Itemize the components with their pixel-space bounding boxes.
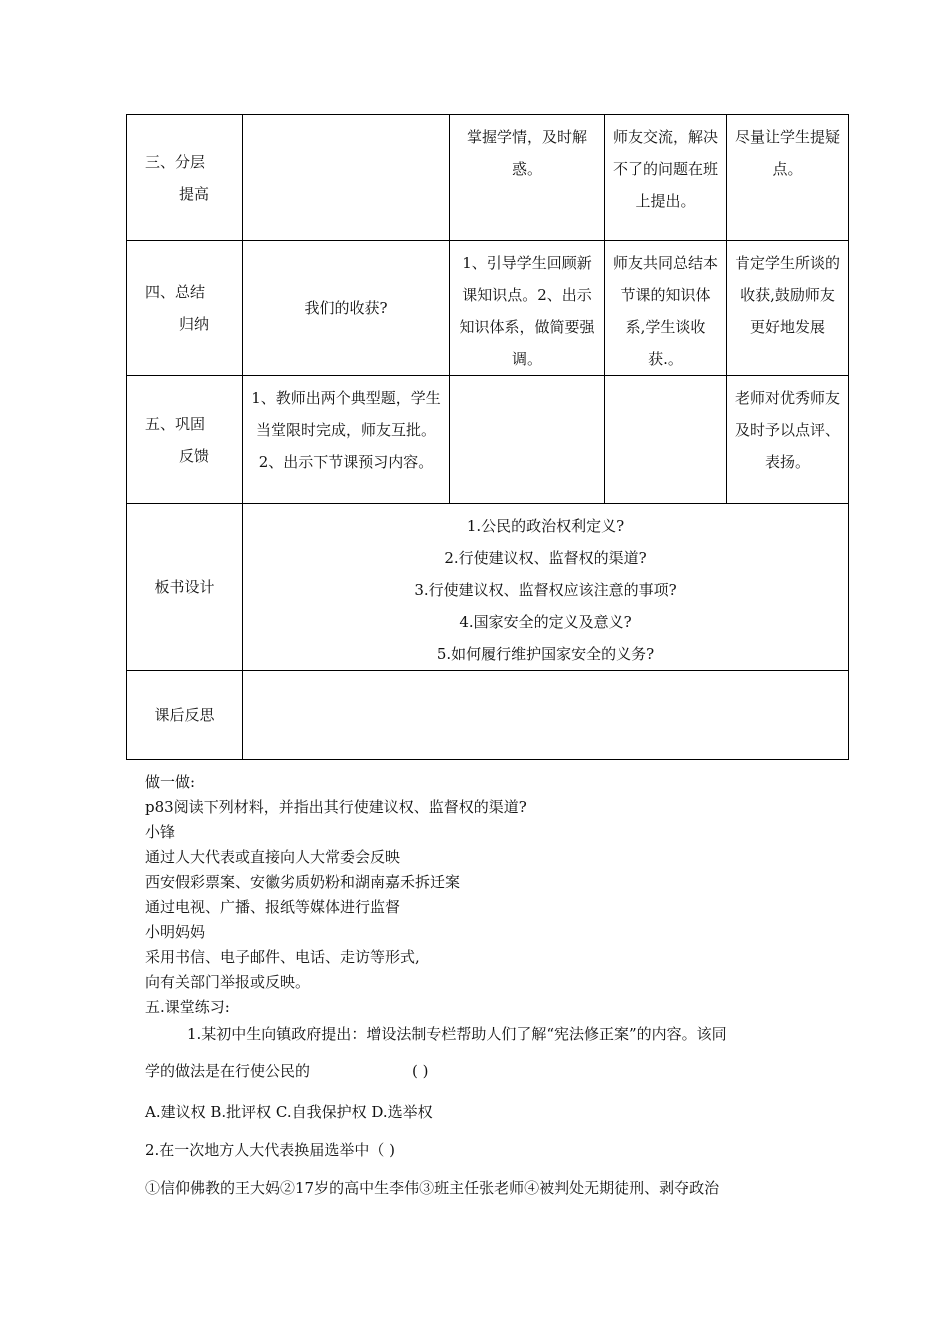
table-row-stage-4: [127, 241, 849, 376]
board-item: 3.行使建议权、监督权应该注意的事项?: [414, 581, 677, 599]
stage-label-line2: 反馈: [179, 446, 210, 465]
table-row-reflection: [127, 671, 849, 760]
activity-line: 通过人大代表或直接向人大常委会反映: [145, 848, 401, 866]
stage-label-line1: 三、分层: [145, 152, 206, 171]
stage-label-line1: 五、巩固: [145, 414, 206, 433]
activity-line: 采用书信、电子邮件、电话、走访等形式,: [145, 948, 420, 966]
reflection-content: [243, 671, 849, 760]
board-item: 1.公民的政治权利定义?: [466, 517, 625, 535]
exercise-heading: 五.课堂练习:: [145, 998, 230, 1016]
activity-section: [145, 770, 825, 1202]
board-content: [243, 504, 849, 671]
content-cell: 我们的收获?: [243, 241, 450, 376]
question-2-line2: ①信仰佛教的王大妈②17岁的高中生李伟③班主任张老师④被判处无期徒刑、剥夺政治: [145, 1179, 720, 1197]
board-item: 2.行使建议权、监督权的渠道?: [444, 549, 647, 567]
activity-line: 向有关部门举报或反映。: [145, 973, 311, 991]
exercise-section: [145, 1020, 825, 1202]
question-2-line1: 2.在一次地方人大代表换届选举中（ ): [145, 1141, 395, 1159]
question-1-line2: [145, 1056, 825, 1086]
reflection-label: 课后反思: [127, 671, 243, 760]
content-cell: [243, 115, 450, 241]
content-cell: 1、教师出两个典型题，学生当堂限时完成，师友互批。2、出示下节课预习内容。: [243, 376, 450, 504]
table-row-stage-3: [127, 115, 849, 241]
stage-cell: [127, 241, 243, 376]
table-row-stage-5: [127, 376, 849, 504]
stage-label-line2: 归纳: [179, 315, 210, 333]
stage-label-line2: 提高: [179, 184, 210, 203]
board-item: 5.如何履行维护国家安全的义务?: [436, 645, 655, 663]
intent-cell: 肯定学生所谈的收获,鼓励师友更好地发展: [727, 241, 849, 376]
board-label: 板书设计: [127, 504, 243, 671]
student-cell: [605, 376, 727, 504]
table-row-board: [127, 504, 849, 671]
question-1-stem: 学的做法是在行使公民的: [145, 1062, 311, 1080]
activity-line: 小锋: [145, 823, 176, 841]
answer-blank: ( ): [412, 1062, 429, 1080]
activity-heading: 做一做:: [145, 773, 196, 791]
teacher-cell: 掌握学情，及时解惑。: [450, 115, 605, 241]
student-cell: 师友共同总结本节课的知识体系,学生谈收获.。: [605, 241, 727, 376]
intent-cell: 老师对优秀师友及时予以点评、表扬。: [727, 376, 849, 504]
teacher-cell: 1、引导学生回顾新课知识点。2、出示知识体系，做简要强调。: [450, 241, 605, 376]
stage-cell: [127, 115, 243, 241]
question-1-options: A.建议权 B.批评权 C.自我保护权 D.选举权: [145, 1103, 433, 1121]
board-item: 4.国家安全的定义及意义?: [459, 613, 632, 631]
lesson-plan-table: [126, 114, 849, 760]
intent-cell: 尽量让学生提疑点。: [727, 115, 849, 241]
activity-line: 小明妈妈: [145, 923, 206, 941]
activity-line: p83阅读下列材料，并指出其行使建议权、监督权的渠道?: [145, 798, 527, 816]
stage-label-line1: 四、总结: [145, 283, 206, 301]
activity-line: 通过电视、广播、报纸等媒体进行监督: [145, 898, 401, 916]
student-cell: 师友交流，解决不了的问题在班上提出。: [605, 115, 727, 241]
question-1-line1: 1.某初中生向镇政府提出：增设法制专栏帮助人们了解“宪法修正案”的内容。该同: [187, 1025, 727, 1043]
teacher-cell: [450, 376, 605, 504]
stage-cell: [127, 376, 243, 504]
activity-line: 西安假彩票案、安徽劣质奶粉和湖南嘉禾拆迁案: [145, 873, 461, 891]
